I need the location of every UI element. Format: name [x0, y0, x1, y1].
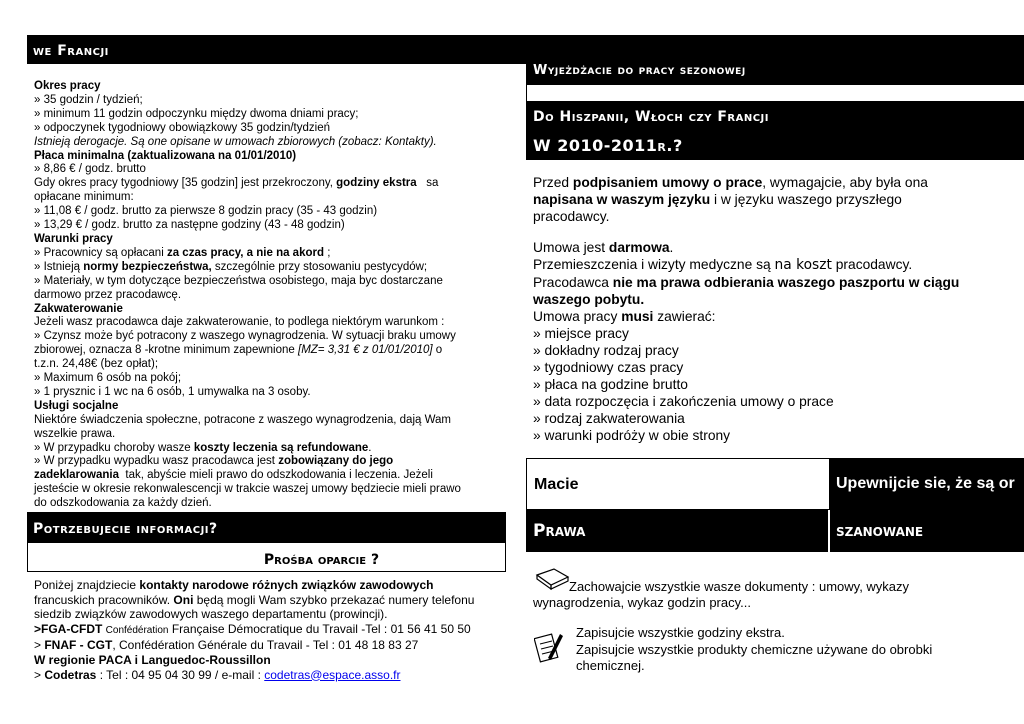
overtime-item: » 11,08 € / godz. brutto za pierwsze 8 godzin pracy (35 - 43 godzin)	[34, 205, 378, 218]
right-body: Przed podpisaniem umowy o prace, wymagajcie, aby była ona napisana w waszym języku i w języku waszego przyszłego pracodawcy. Umowa jest darmowa. Przemieszczenia i wizyty medyczne są na koszt pracodawcy. Pracodawca nie ma prawa odbierania waszego paszportu w ciągu waszego pobytu. Umowa pracy musi zawierać: » miejsce pracy » dokładny rodzaj pracy » tygodniowy czas pracy » płaca na godzine brutto » data rozpoczęcia i zakończenia umowy o prace » rodzaj zakwaterowania » warunki podróży w obie strony	[533, 174, 1023, 444]
cell-szanowane: szanowane	[830, 510, 1024, 552]
social-line: zadeklarowania tak, abyście mieli prawo do odszkodowania i leczenia. Jeżeli	[34, 469, 433, 482]
social-line: do odszkodowania za każdy dzień.	[34, 497, 212, 510]
work-italic: Istnieją derogacje. Są one opisane w umowach zbiorowych (zobacz: Kontakty).	[34, 135, 437, 148]
housing-line: Jeżeli wasz pracodawca daje zakwaterowanie, to podlega niektórym warunkom :	[34, 316, 445, 329]
header-2010: W 2010-2011r.?	[526, 130, 1024, 160]
contract-item: » płaca na godzine brutto	[533, 377, 688, 392]
info-subheader: Prośba oparcie ?	[27, 542, 506, 572]
record-note: Zapisujcie wszystkie godziny ekstra. Zapisujcie wszystkie produkty chemiczne używane do obrobki chemicznej.	[576, 625, 933, 673]
work-item: » minimum 11 godzin odpoczynku między dwoma dniami pracy;	[34, 107, 359, 120]
contract-item: » tygodniowy czas pracy	[533, 360, 684, 375]
housing-heading: Zakwaterowanie	[34, 302, 123, 315]
info-header: Potrzebujecie informacji?	[27, 512, 506, 542]
left-column	[34, 80, 504, 511]
social-line: » W przypadku wypadku wasz pracodawca jest zobowiązany do jego	[34, 455, 394, 468]
work-item: » odpoczynek tygodniowy obowiązkowy 35 godzin/tydzień	[34, 121, 330, 134]
cond-line2: » Istnieją normy bezpieczeństwa, szczególnie przy stosowaniu pestycydów;	[34, 260, 428, 273]
overtime-item: » 13,29 € / godz. brutto za następne godziny (43 - 48 godzin)	[34, 219, 345, 232]
contract-item: » rodzaj zakwaterowania	[533, 411, 685, 426]
pencil-note-icon	[534, 628, 564, 664]
wage-item: » 8,86 € / godz. brutto	[34, 163, 146, 176]
housing-line: » 1 prysznic i 1 wc na 6 osób, 1 umywalka na 3 osoby.	[34, 385, 311, 398]
overtime-line2: opłacane minimum:	[34, 191, 134, 204]
conditions-heading: Warunki pracy	[34, 232, 113, 245]
social-line: wszelkie prawa.	[34, 427, 116, 440]
housing-line: zbiorowej, oznacza 8 -krotne minimum zapewnione [MZ= 3,31 € z 01/01/2010] o	[34, 344, 443, 357]
housing-line: » Maximum 6 osób na pokój;	[34, 372, 182, 385]
cond-line3b: darmowo przez pracodawcę.	[34, 288, 182, 301]
overtime-line: Gdy okres pracy tygodniowy [35 godzin] jest przekroczony, godziny ekstra sa	[34, 177, 439, 190]
header-hiszpanii: Do Hiszpanii, Włoch czy Francji	[526, 102, 1024, 130]
cond-line1: » Pracownicy są opłacani za czas pracy, a nie na akord ;	[34, 246, 331, 259]
header-we-francji-text: we Francji	[33, 43, 109, 59]
social-line: » W przypadku choroby wasze koszty leczenia są refundowane.	[34, 441, 372, 454]
cell-macie: Macie	[526, 458, 830, 510]
wage-heading: Płaca minimalna (zaktualizowana na 01/01/2010)	[34, 149, 297, 162]
housing-line: » Czynsz może być potracony z waszego wynagrodzenia. W sytuacji braku umowy	[34, 330, 456, 343]
cond-line3: » Materiały, w tym dotyczące bezpieczeństwa osobistego, maja byc dostarczane	[34, 274, 443, 287]
info-body: Poniżej znajdziecie kontakty narodowe różnych związków zawodowych francuskich pracowników. Oni będą mogli Wam szybko przekazać numery telefonu siedzib związków zawodowych waszego departamentu (prowincji). >FGA-CFDT Confédération Française Démocratique du Travail -Tel : 01 56 41 50 50 > FNAF - CGT, Confédération Générale du Travail - Tel : 01 48 18 83 27 W regionie PACA i Languedoc-Roussillon > Codetras : Tel : 04 95 04 30 99 / e-mail : codetras@espace.asso.fr	[34, 578, 475, 682]
social-line: Niektóre świadczenia społeczne, potracone z waszego wynagrodzenia, dają Wam	[34, 413, 451, 426]
cell-prawa: Prawa	[526, 510, 828, 552]
cell-upewnijcie: Upewnijcie sie, że są or	[830, 458, 1024, 510]
work-heading: Okres pracy	[34, 80, 101, 92]
contract-item: » miejsce pracy	[533, 326, 629, 341]
social-heading: Usługi socjalne	[34, 399, 119, 412]
doc-note: Zachowajcie wszystkie wasze dokumenty : umowy, wykazy wynagrodzenia, wykaz godzin pracy...	[533, 579, 910, 610]
spacer-box	[526, 84, 1024, 102]
header-wyjezdzacie: Wyjeżdżacie do pracy sezonowej	[526, 55, 1024, 84]
email-link[interactable]: codetras@espace.asso.fr	[264, 667, 401, 682]
housing-line: t.z.n. 24,48€ (bez opłat);	[34, 358, 159, 371]
contract-item: » dokładny rodzaj pracy	[533, 343, 679, 358]
contract-item: » warunki podróży w obie strony	[533, 428, 731, 443]
contract-item: » data rozpoczęcia i zakończenia umowy o prace	[533, 394, 834, 409]
work-item: » 35 godzin / tydzień;	[34, 93, 143, 106]
social-line: jesteście w okresie rekonwalescencji w trakcie waszej umowy będziecie mieli prawo	[34, 483, 461, 496]
